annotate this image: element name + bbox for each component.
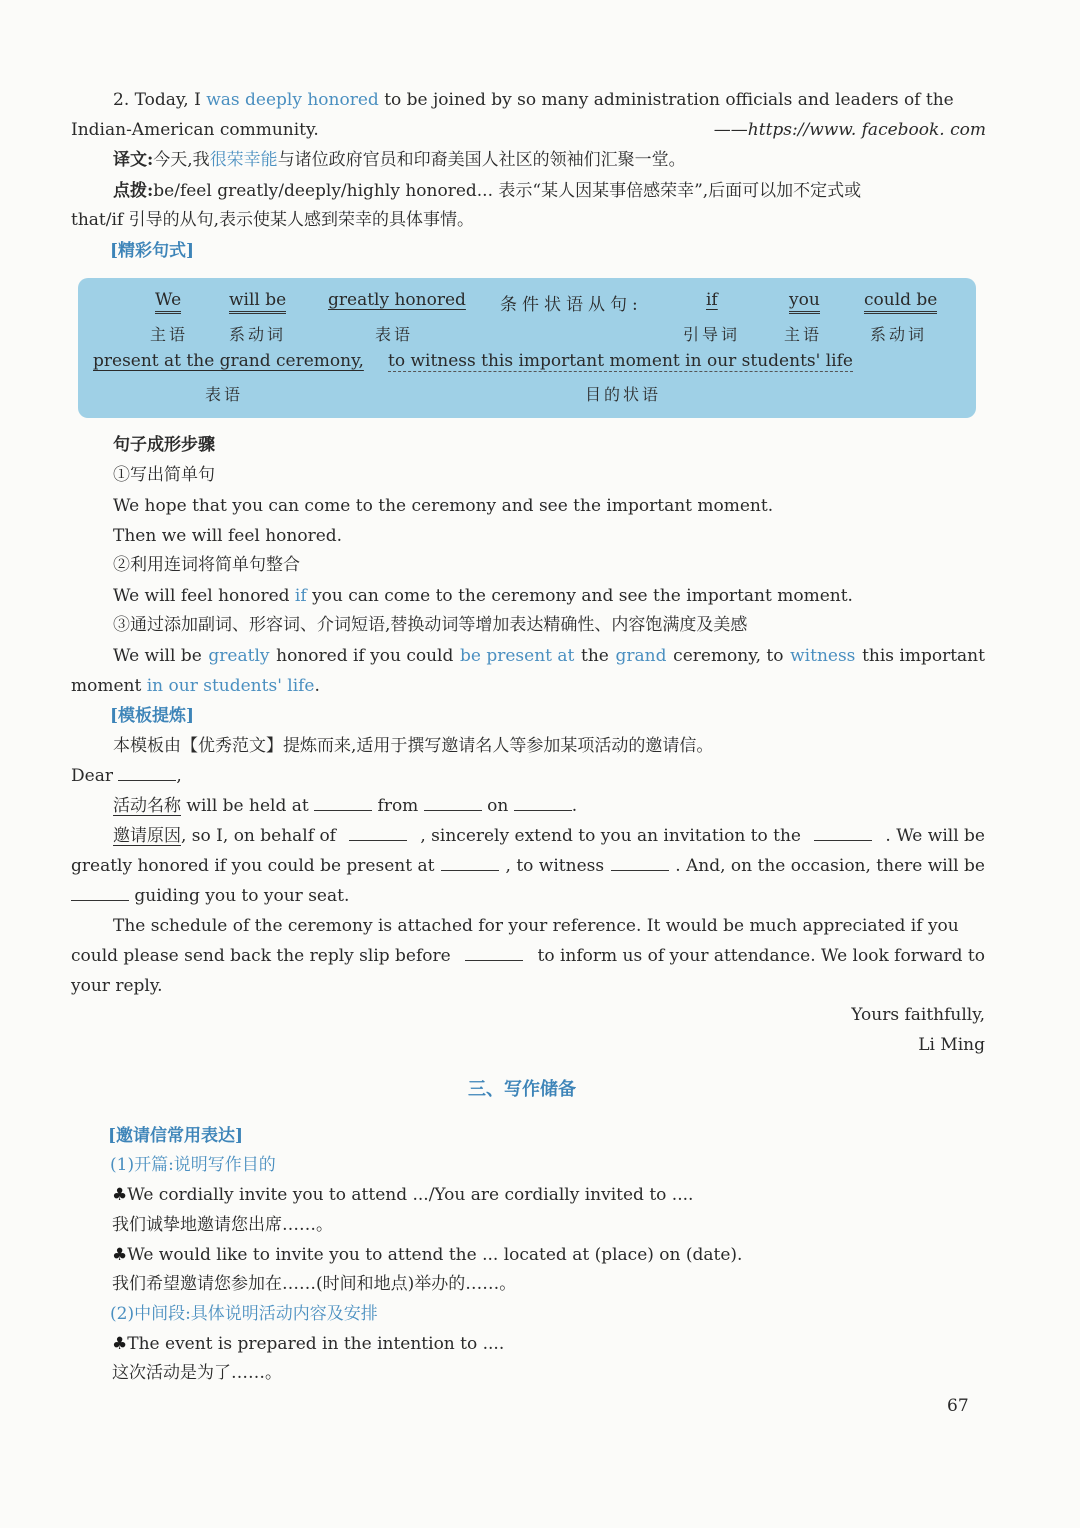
pattern-honored: greatly honored — [328, 290, 466, 310]
expressions-heading: [邀请信常用表达] — [108, 1126, 244, 1146]
s3-d: ceremony, to — [673, 646, 784, 666]
sentence-pattern-box — [78, 278, 976, 418]
pattern-willbe-label: 系动词 — [229, 325, 287, 344]
step-3-sentence-line-2 — [71, 674, 320, 698]
pattern-present: present at the grand ceremony, — [93, 351, 364, 371]
template-guiding: guiding you to your seat. — [134, 886, 350, 906]
expression-3 — [112, 1332, 504, 1356]
pattern-if-label: 引导词 — [683, 325, 741, 344]
example-2-line-2: Indian-American community. — [71, 120, 319, 140]
template-event-line: 活动名称 will be held at from on . — [113, 796, 578, 816]
translation-a: 今天,我 — [153, 150, 210, 170]
template-intro: 本模板由【优秀范文】提炼而来,适用于撰写邀请名人等参加某项活动的邀请信。 — [113, 736, 714, 756]
template-guiding-line — [71, 884, 349, 908]
example-num: 2. Today, — [113, 90, 189, 110]
template-dear: Dear — [71, 766, 113, 786]
pattern-present-label: 表语 — [205, 385, 244, 404]
s3-witness: witness — [790, 646, 856, 666]
s3-a: We will be — [113, 646, 202, 666]
blank — [314, 794, 372, 811]
pattern-we: We — [155, 290, 181, 314]
club-icon: ♣ — [112, 1245, 128, 1265]
blank — [465, 944, 523, 961]
steps-title: 句子成形步骤 — [113, 435, 215, 455]
template-extend: , sincerely extend to you an invitation to the — [420, 826, 801, 846]
step-3-sentence-line-1 — [113, 644, 985, 668]
pattern-witness-label: 目的状语 — [585, 385, 662, 404]
section-3-title: 三、写作储备 — [468, 1079, 576, 1100]
pattern-willbe: will be — [229, 290, 286, 314]
template-sched-2a: could please send back the reply slip before — [71, 946, 451, 966]
template-schedule-2 — [71, 944, 985, 968]
page-number: 67 — [947, 1396, 969, 1416]
example-rest: to be joined by so many administration officials and leaders of the — [384, 90, 954, 110]
expression-3-cn: 这次活动是为了……。 — [112, 1363, 282, 1383]
example-2-line-1 — [113, 88, 954, 112]
s3-life: in our students' life — [146, 676, 315, 696]
step-1-title: ①写出简单句 — [113, 465, 215, 485]
template-reason-line — [113, 824, 985, 848]
step-2-sentence — [113, 584, 853, 608]
template-occasion: . And, on the occasion, there will be — [675, 856, 985, 876]
s3-greatly: greatly — [208, 646, 270, 666]
template-event-name: 活动名称 — [113, 796, 181, 816]
blank — [424, 794, 482, 811]
translation — [113, 148, 686, 172]
template-behalf: , so I, on behalf of — [181, 826, 336, 846]
step-1-sentence-a: We hope that you can come to the ceremony and see the important moment. — [113, 496, 774, 516]
step-2-part-1: We will feel honored — [113, 586, 290, 606]
template-heading: [模板提炼] — [110, 706, 195, 726]
template-on: on — [487, 796, 509, 816]
pattern-couldbe: could be — [864, 290, 937, 314]
step-1-sentence-b: Then we will feel honored. — [113, 526, 343, 546]
part-1-title: (1)开篇:说明写作目的 — [110, 1155, 276, 1175]
translation-c: 与诸位政府官员和印裔美国人社区的领袖们汇聚一堂。 — [277, 150, 686, 170]
expression-3-text: The event is prepared in the intention to .... — [127, 1334, 505, 1354]
club-icon: ♣ — [112, 1185, 128, 1205]
expression-1-text: We cordially invite you to attend .../You are cordially invited to .... — [127, 1185, 694, 1205]
template-signature: Li Ming — [918, 1035, 985, 1055]
translation-b: 很荣幸能 — [209, 150, 278, 170]
pattern-couldbe-label: 系动词 — [870, 325, 928, 344]
example-source: ——https://www. facebook. com — [713, 120, 986, 140]
step-2-title: ②利用连词将简单句整合 — [113, 555, 300, 575]
expression-2-cn: 我们希望邀请您参加在……(时间和地点)举办的……。 — [112, 1274, 517, 1294]
blank — [118, 764, 176, 781]
s3-grand: grand — [615, 646, 667, 666]
pattern-honored-label: 表语 — [375, 325, 414, 344]
blank — [71, 884, 129, 901]
tip-label: 点拨: — [113, 181, 154, 201]
step-2-if: if — [294, 586, 307, 606]
s3-f: moment — [71, 676, 142, 696]
template-greatly-present: greatly honored if you could be present at — [71, 856, 435, 876]
blank — [441, 854, 499, 871]
step-3-title: ③通过添加副词、形容词、介词短语,替换动词等增加表达精确性、内容饱满度及美感 — [113, 615, 748, 635]
template-schedule-1: The schedule of the ceremony is attached for your reference. It would be much appreciated if you — [113, 916, 959, 936]
club-icon: ♣ — [112, 1334, 128, 1354]
pattern-heading: [精彩句式] — [110, 241, 195, 261]
expression-1 — [112, 1183, 693, 1207]
template-reason: 邀请原因 — [113, 826, 181, 846]
s3-e: this important — [862, 646, 985, 666]
tip-line-2: that/if 引导的从句,表示使某人感到荣幸的具体事情。 — [71, 210, 475, 230]
template-from: from — [377, 796, 419, 816]
s3-b: honored if you could — [276, 646, 454, 666]
template-sched-2b: to inform us of your attendance. We look forward to — [537, 946, 985, 966]
template-held: will be held at — [186, 796, 309, 816]
pattern-you: you — [789, 290, 820, 314]
pattern-we-label: 主语 — [150, 325, 189, 344]
s3-present: be present at — [460, 646, 575, 666]
pattern-if: if — [706, 290, 718, 310]
template-present-line — [71, 854, 985, 878]
expression-2 — [112, 1243, 742, 1267]
s3-g: . — [314, 676, 320, 696]
translation-label: 译文: — [113, 150, 154, 170]
part-2-title: (2)中间段:具体说明活动内容及安排 — [110, 1304, 378, 1324]
blank — [814, 824, 872, 841]
template-schedule-3: your reply. — [71, 976, 163, 996]
blank — [349, 824, 407, 841]
expression-2-text: We would like to invite you to attend the ... located at (place) on (date). — [127, 1245, 743, 1265]
template-closing: Yours faithfully, — [851, 1005, 985, 1025]
s3-c: the — [581, 646, 609, 666]
tip-text-1: be/feel greatly/deeply/highly honored... 表示“某人因某事倍感荣幸”,后面可以加不定式或 — [153, 181, 862, 201]
example-i: I — [194, 90, 201, 110]
template-dear-line: Dear , — [71, 766, 182, 786]
tip-line-1 — [113, 179, 861, 203]
blank — [514, 794, 572, 811]
expression-1-cn: 我们诚挚地邀请您出席……。 — [112, 1215, 333, 1235]
pattern-you-label: 主语 — [784, 325, 823, 344]
example-honored: was deeply honored — [206, 90, 379, 110]
pattern-witness: to witness this important moment in our students' life — [388, 351, 853, 371]
step-2-part-2: you can come to the ceremony and see the important moment. — [312, 586, 853, 606]
template-to-witness: , to witness — [505, 856, 605, 876]
template-we-will-be: . We will be — [885, 826, 985, 846]
pattern-clause: 条件状语从句: — [500, 295, 643, 315]
blank — [611, 854, 669, 871]
